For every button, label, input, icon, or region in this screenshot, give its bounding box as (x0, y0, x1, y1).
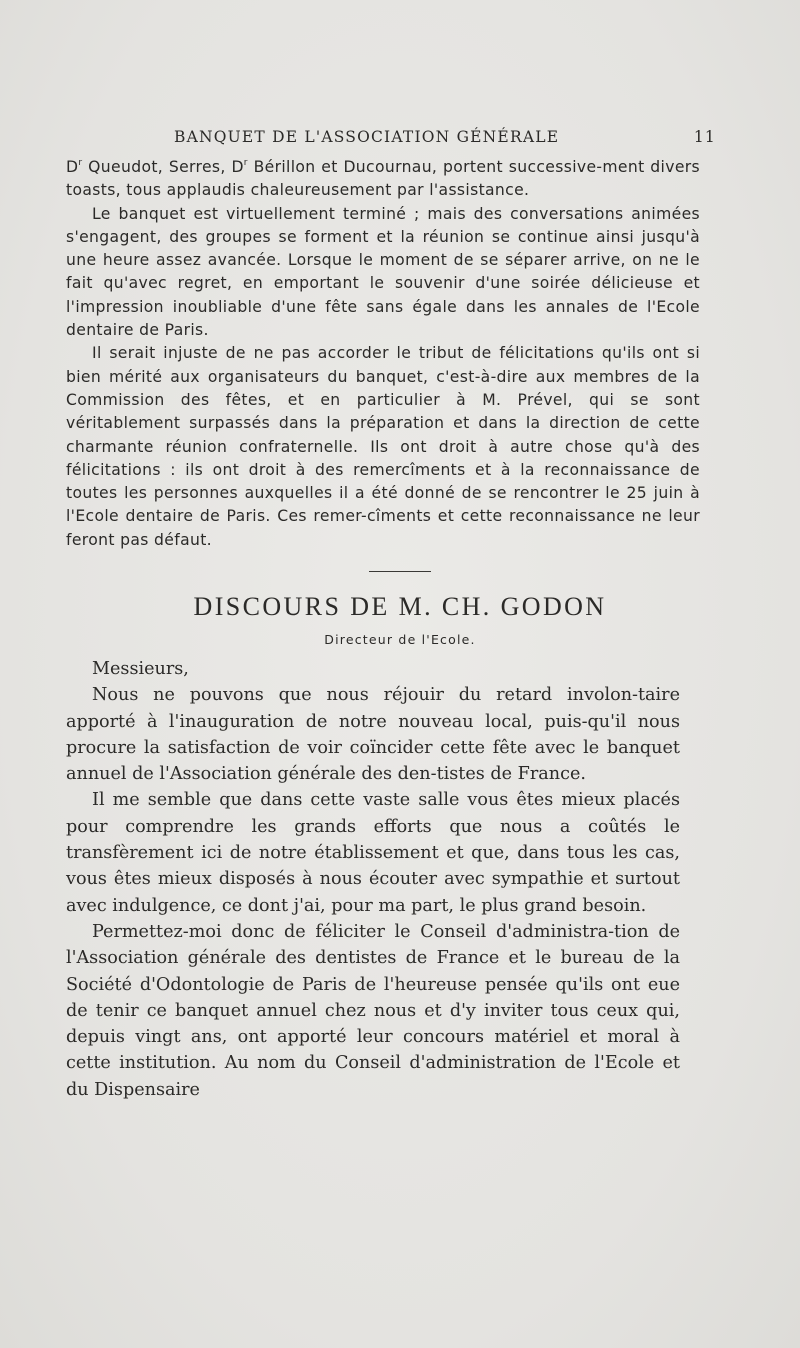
title-abbrev: D (231, 158, 244, 176)
speech-body (66, 656, 680, 1103)
speech-paragraph: Nous ne pouvons que nous réjouir du retard involon-taire apporté à l'inauguration de notre nouveau local, puis-qu'il nous procure la satisfaction de voir coïncider cette fête avec le banquet annuel de l'Association générale des den-tistes de France. (66, 685, 680, 785)
title-abbrev-sup: r (243, 158, 248, 168)
paragraph-toasts (66, 156, 700, 203)
speech-heading: DISCOURS DE M. CH. GODON (193, 592, 607, 621)
running-title: BANQUET DE L'ASSOCIATION GÉNÉRALE (174, 128, 560, 146)
paragraph-text: Bérillon et Ducournau, portent successive-ment divers toasts, tous applaudis chaleureusement par l'assistance. (66, 158, 700, 200)
title-abbrev: D (66, 158, 79, 176)
page-number: 11 (693, 128, 716, 146)
paragraph-conversations: Le banquet est virtuellement terminé ; mais des conversations animées s'engagent, des groupes se forment et la réunion se continue ainsi jusqu'à une heure assez avancée. Lorsque le moment de se séparer arrive, on ne le fait qu'avec regret, en emportant le souvenir d'une soirée délicieuse et l'impression inoubliable d'une fête sans égale dans les annales de l'Ecole dentaire de Paris. (66, 204, 700, 340)
banquet-report (66, 156, 700, 552)
salutation: Messieurs, (92, 659, 189, 679)
paragraph-text: Queudot, Serres, (82, 158, 232, 176)
running-header (66, 128, 716, 150)
paragraph-thanks: Il serait injuste de ne pas accorder le tribut de félicitations qu'ils ont si bien mérité aux organisateurs du banquet, c'est-à-dire aux membres de la Commission des fêtes, et en particulier à M. Prével, qui se sont véritablement surpassés dans la préparation et dans la direction de cette charmante réunion confraternelle. Ils ont droit à autre chose qu'à des félicitations : ils ont droit à des remercîments et à la reconnaissance de toutes les personnes auxquelles il a été donné de se rencontrer le 25 juin à l'Ecole dentaire de Paris. Ces remer-cîments et cette reconnaissance ne leur feront pas défaut. (66, 344, 700, 549)
section-divider (369, 571, 431, 572)
speech-subheading: Directeur de l'Ecole. (324, 632, 476, 647)
speech-paragraph: Il me semble que dans cette vaste salle vous êtes mieux placés pour comprendre les grands efforts que nous a coûtés le transfèrement ici de notre établissement et que, dans tous les cas, vous êtes mieux disposés à nous écouter avec sympathie et surtout avec indulgence, ce dont j'ai, pour ma part, le plus grand besoin. (66, 790, 680, 916)
speech-paragraph: Permettez-moi donc de féliciter le Conseil d'administra-tion de l'Association générale des dentistes de France et le bureau de la Société d'Odontologie de Paris de l'heureuse pensée qu'ils ont eue de tenir ce banquet annuel chez nous et d'y inviter tous ceux qui, depuis vingt ans, ont apporté leur concours matériel et moral à cette institution. Au nom du Conseil d'administration de l'Ecole et du Dispensaire (66, 921, 680, 1100)
title-abbrev-sup: r (78, 158, 83, 168)
